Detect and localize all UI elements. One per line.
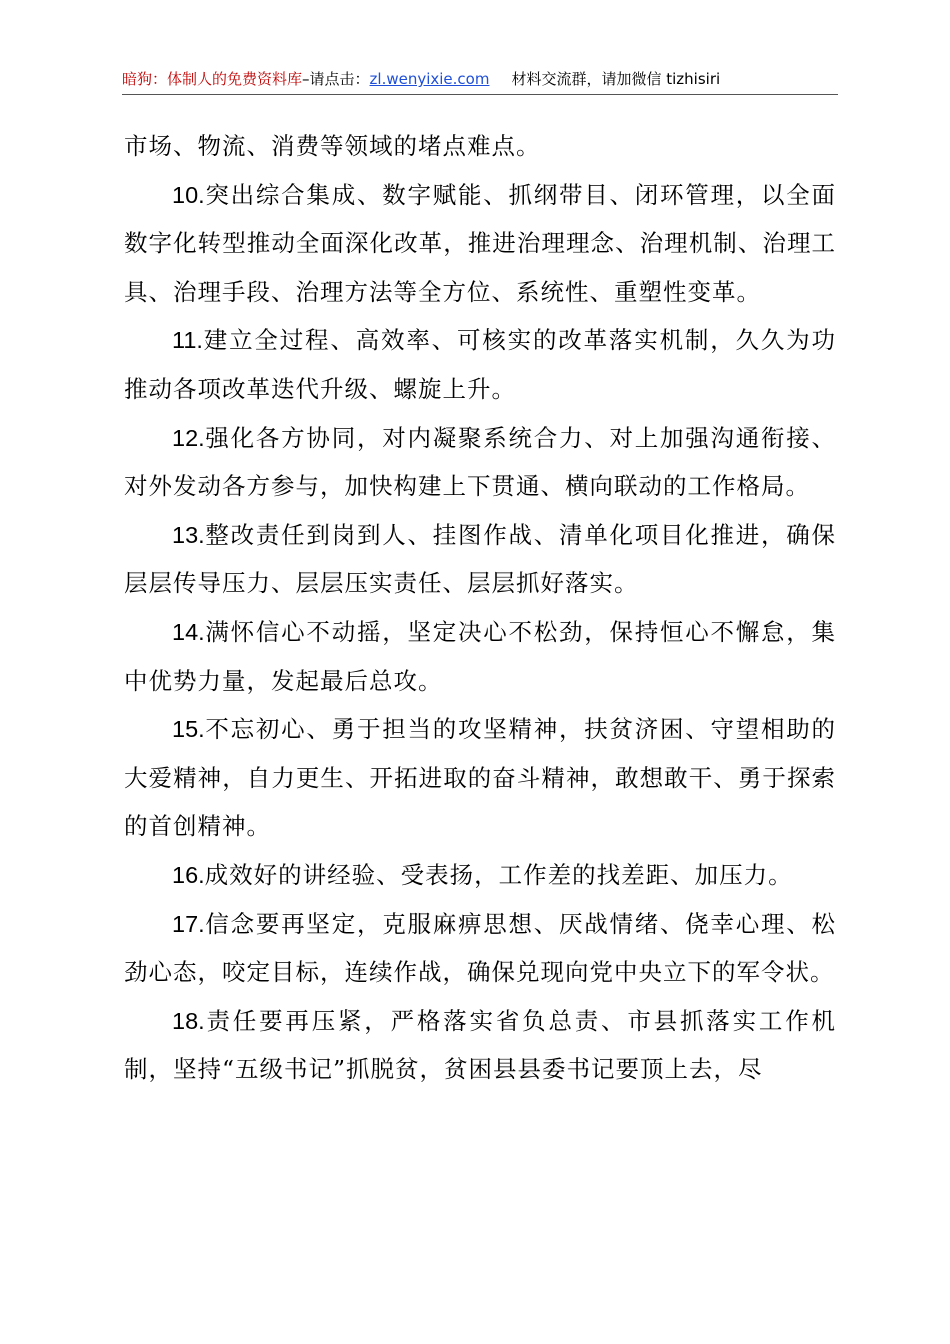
paragraph-number: 13. <box>172 521 205 548</box>
paragraph-text: 突出综合集成、数字赋能、抓纲带目、闭环管理，以全面数字化转型推动全面深化改革，推进治理理念、治理机制、治理工具、治理手段、治理方法等全方位、系统性、重塑性变革。 <box>124 180 836 306</box>
paragraph-18 <box>124 997 836 1094</box>
paragraph-text: 满怀信心不动摇，坚定决心不松劲，保持恒心不懈怠，集中优势力量，发起最后总攻。 <box>124 617 836 695</box>
header-brand: 暗狗：体制人的免费资料库 <box>122 70 303 88</box>
header-contact: 材料交流群，请加微信 tizhisiri <box>511 70 721 88</box>
paragraph-16 <box>124 851 836 900</box>
paragraph-text: 建立全过程、高效率、可核实的改革落实机制，久久为功推动各项改革迭代升级、螺旋上升。 <box>124 326 836 403</box>
paragraph-14 <box>124 608 836 705</box>
paragraph-text: 成效好的讲经验、受表扬，工作差的找差距、加压力。 <box>204 860 793 889</box>
paragraph-number: 11. <box>172 327 203 354</box>
paragraph-number: 16. <box>172 861 205 888</box>
paragraph-text: 信念要再坚定，克服麻痹思想、厌战情绪、侥幸心理、松劲心态，咬定目标，连续作战，确保兑现向党中央立下的军令状。 <box>124 909 836 987</box>
paragraph-text: 市场、物流、消费等领域的堵点难点。 <box>124 132 541 160</box>
paragraph-number: 18. <box>172 1007 205 1034</box>
header-url-link[interactable]: zl.wenyixie.com <box>369 70 490 88</box>
paragraph-13 <box>124 511 836 608</box>
paragraph-15 <box>124 705 836 851</box>
paragraph-10 <box>124 171 836 317</box>
page-header <box>122 66 838 95</box>
paragraph-continued <box>124 122 836 171</box>
paragraph-text: 强化各方协同，对内凝聚系统合力、对上加强沟通衔接、对外发动各方参与，加快构建上下贯通、横向联动的工作格局。 <box>124 423 836 501</box>
paragraph-17 <box>124 900 836 997</box>
paragraph-number: 10. <box>172 181 205 208</box>
paragraph-text: 整改责任到岗到人、挂图作战、清单化项目化推进，确保层层传导压力、层层压实责任、层层抓好落实。 <box>124 520 836 598</box>
paragraph-number: 14. <box>172 618 205 645</box>
paragraph-text: 责任要再压紧，严格落实省负总责、市县抓落实工作机制，坚持“五级书记”抓脱贫，贫困县县委书记要顶上去，尽 <box>124 1006 836 1084</box>
paragraph-number: 17. <box>172 910 205 937</box>
paragraph-11 <box>124 316 836 413</box>
document-body <box>124 122 836 1094</box>
paragraph-number: 12. <box>172 424 205 451</box>
paragraph-12 <box>124 414 836 511</box>
header-click-text: –请点击： <box>302 70 370 88</box>
paragraph-text: 不忘初心、勇于担当的攻坚精神，扶贫济困、守望相助的大爱精神，自力更生、开拓进取的奋斗精神，敢想敢干、勇于探索的首创精神。 <box>124 715 836 841</box>
paragraph-number: 15. <box>172 716 205 743</box>
